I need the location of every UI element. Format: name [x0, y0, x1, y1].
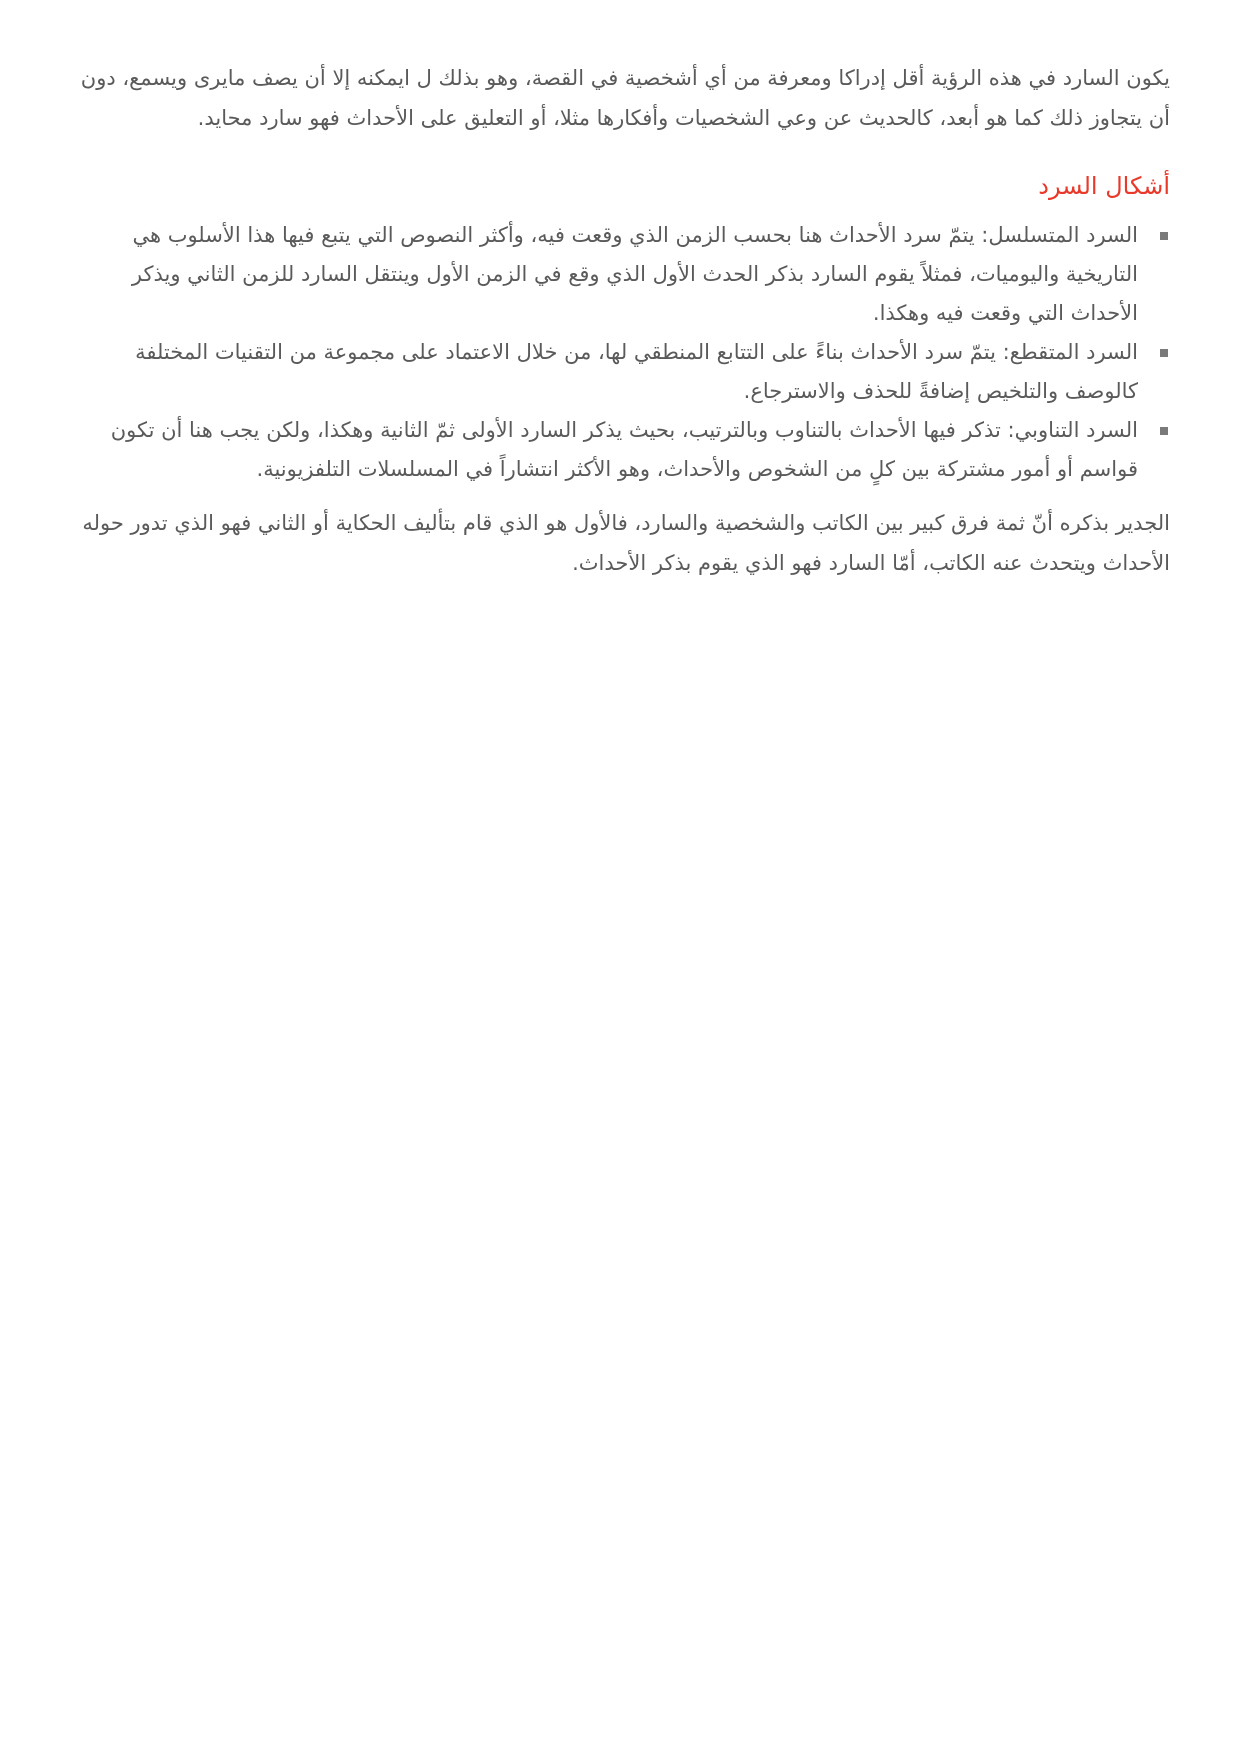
square-bullet-icon [1160, 349, 1168, 357]
document-page [78, 58, 1170, 583]
list-item-text: السرد المتسلسل: يتمّ سرد الأحداث هنا بحسب الزمن الذي وقعت فيه، وأكثر النصوص التي يتبع فيها هذا الأسلوب هي التاريخية واليوميات، فمثلاً يقوم السارد بذكر الحدث الأول الذي وقع في الزمن الأول وينتقل السارد للزمن الثاني ويذكر الأحداث التي وقعت فيه وهكذا. [131, 223, 1138, 325]
list-item [78, 333, 1170, 411]
square-bullet-icon [1160, 427, 1168, 435]
intro-paragraph: يكون السارد في هذه الرؤية أقل إدراكا ومعرفة من أي أشخصية في القصة، وهو بذلك ل ايمكنه إلا أن يصف مايرى ويسمع، دون أن يتجاوز ذلك كما هو أبعد، كالحديث عن وعي الشخصيات وأفكارها مثلا، أو التعليق على الأحداث فهو سارد محايد. [80, 66, 1170, 130]
list-item [78, 216, 1170, 333]
closing-paragraph: الجدير بذكره أنّ ثمة فرق كبير بين الكاتب والشخصية والسارد، فالأول هو الذي قام بتأليف الحكاية أو الثاني فهو الذي تدور حوله الأحداث ويتحدث عنه الكاتب، أمّا السارد فهو الذي يقوم بذكر الأحداث. [82, 511, 1170, 575]
section-heading: أشكال السرد [1038, 172, 1170, 200]
square-bullet-icon [1160, 232, 1168, 240]
list-item [78, 411, 1170, 489]
list-item-text: السرد التناوبي: تذكر فيها الأحداث بالتناوب وبالترتيب، بحيث يذكر السارد الأولى ثمّ الثانية وهكذا، ولكن يجب هنا أن تكون قواسم أو أمور مشتركة بين كلٍ من الشخوص والأحداث، وهو الأكثر انتشاراً في المسلسلات التلفزيونية. [110, 418, 1138, 481]
narration-types-list [78, 216, 1170, 489]
list-item-text: السرد المتقطع: يتمّ سرد الأحداث بناءً على التتابع المنطقي لها، من خلال الاعتماد على مجموعة من التقنيات المختلفة كالوصف والتلخيص إضافةً للحذف والاسترجاع. [135, 340, 1138, 403]
